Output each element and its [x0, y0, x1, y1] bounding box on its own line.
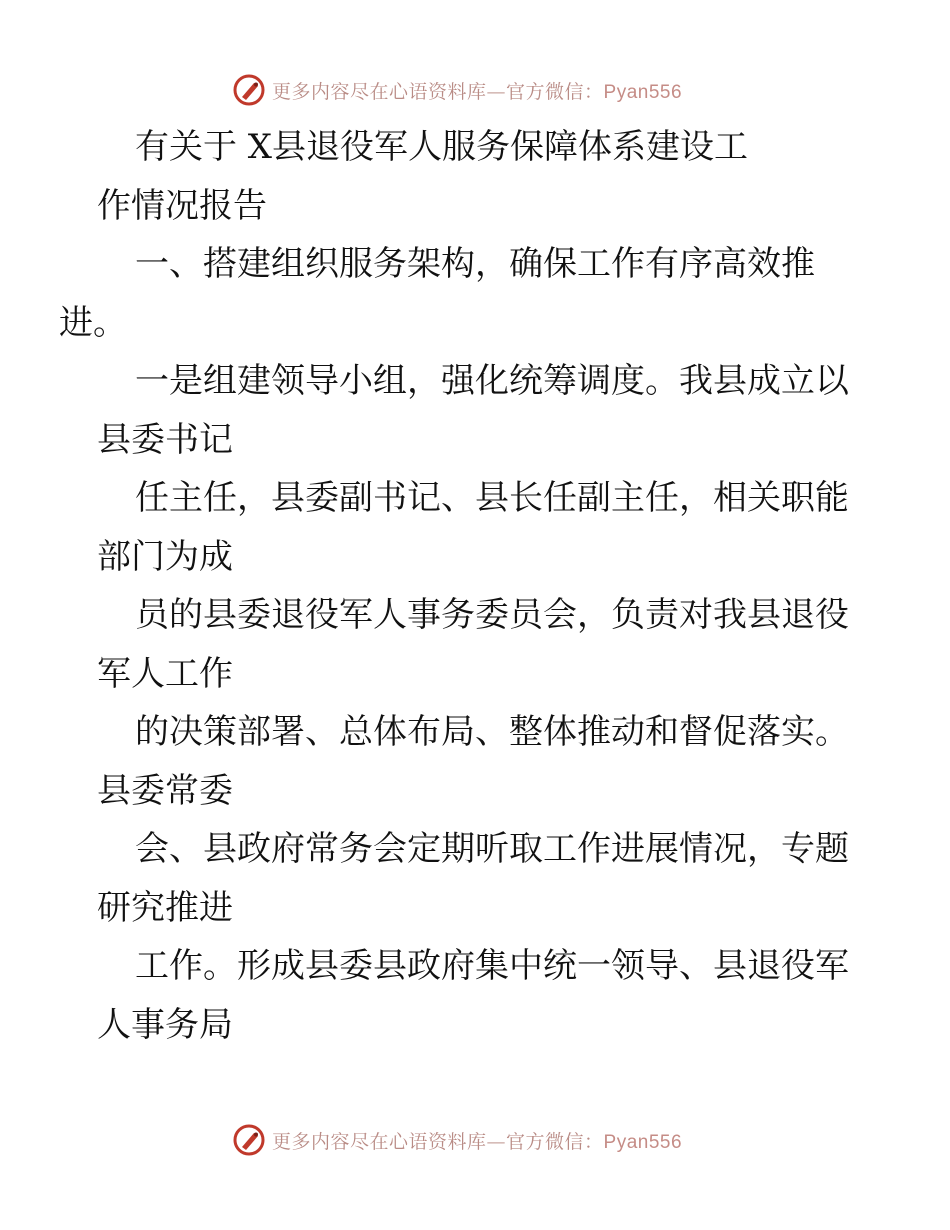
- red-circle-pen-logo-icon: [232, 1123, 266, 1157]
- document-body: [59, 118, 867, 1054]
- document-title: 有关于 X县退役军人服务保障体系建设工 作情况报告: [97, 127, 749, 226]
- paragraph-line: 一是组建领导小组，强化统筹调度。我县成立以 县委书记: [97, 361, 849, 460]
- watermark-text: 更多内容尽在心语资料库—官方微信：Pyan556: [272, 1130, 683, 1153]
- paragraph-line: 任主任，县委副书记、县长任副主任，相关职能 部门为成: [97, 478, 849, 577]
- watermark-text: 更多内容尽在心语资料库—官方微信：Pyan556: [272, 80, 683, 103]
- paragraph-line: 会、县政府常务会定期听取工作进展情况，专题 研究推进: [97, 829, 849, 928]
- header-watermark: [232, 70, 682, 110]
- red-circle-pen-logo-icon: [232, 73, 266, 107]
- paragraph-line: 的决策部署、总体布局、整体推动和督促落实。 县委常委: [97, 712, 849, 811]
- paragraph-line: 员的县委退役军人事务委员会，负责对我县退役 军人工作: [97, 595, 849, 694]
- paragraph-line: 工作。形成县委县政府集中统一领导、县退役军 人事务局: [97, 946, 849, 1045]
- section-heading: 一、搭建组织服务架构，确保工作有序高效推 进。: [59, 244, 815, 343]
- footer-watermark: [232, 1120, 682, 1160]
